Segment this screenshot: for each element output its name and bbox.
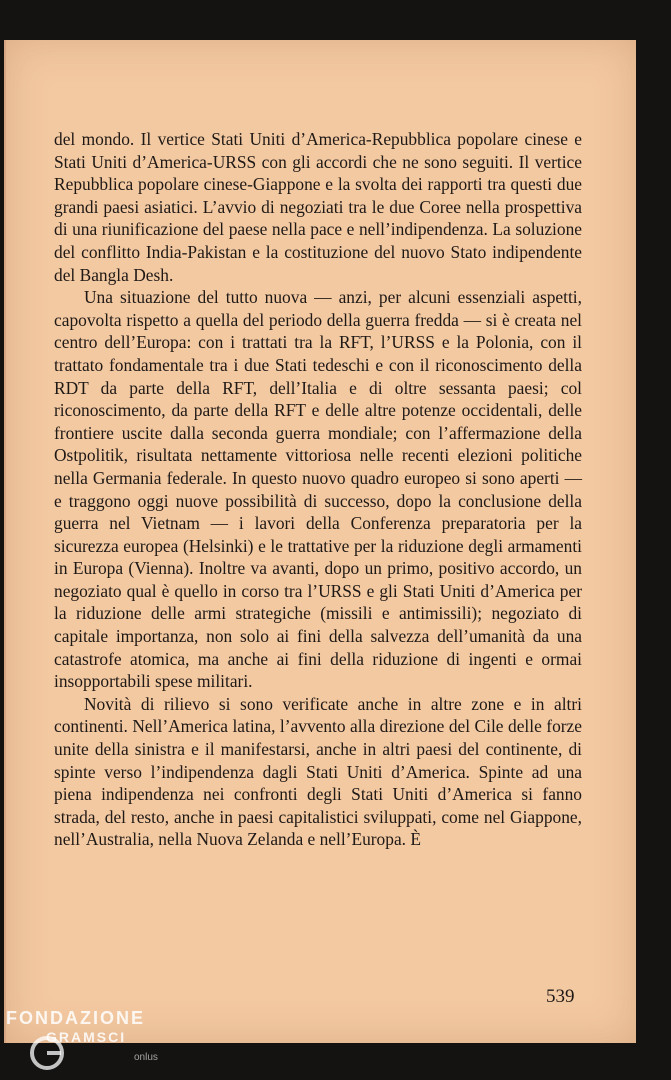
paragraph-3: Novità di rilievo si sono verificate anche in altre zone e in altri continenti. Nell’America latina, l’avvento alla direzione del Cile delle forze unite della sinistra e il manifestarsi, anche in altri paesi del continente, di spinte verso l’indipendenza dagli Stati Uniti d’America. Spinte ad una piena indipendenza nei confronti degli Stati Uniti d’America si fanno strada, del resto, anche in paesi capitalistici sviluppati, come nel Giappone, nell’Australia, nella Nuova Zelanda e nell’Europa. È (54, 693, 582, 850)
page-number: 539 (546, 986, 575, 1007)
paragraph-2: Una situazione del tutto nuova — anzi, per alcuni essenziali aspetti, capovolta rispetto a quella del periodo della guerra fredda — si è creata nel centro dell’Europa: con i trattati tra la RFT, l’URSS e la Polonia, con il trattato fondamentale tra i due Stati tedeschi e con il riconoscimento della RDT da parte della RFT, dell’Italia e di oltre sessanta paesi; col riconoscimento, da parte della RFT e delle altre potenze occidentali, delle frontiere uscite dalla seconda guerra mondiale; con l’affermazione della Ostpolitik, risultata nettamente vittoriosa nelle recenti elezioni politiche nella Germania federale. In questo nuovo quadro europeo si sono aperti — e traggono oggi nuove possibilità di successo, dopo la conclusione della guerra nel Vietnam — i lavori della Conferenza preparatoria per la sicurezza europea (Helsinki) e le trattative per la riduzione degli armamenti in Europa (Vienna). Inoltre va avanti, dopo un primo, positivo accordo, un negoziato qual è quello in corso tra l’URSS e gli Stati Uniti d’America per la riduzione delle armi strategiche (missili e antimissili); negoziato di capitale importanza, non solo ai fini della salvezza dell’umanità da una catastrofe atomica, ma anche ai fini della riduzione di ingenti e ormai insopportabili spese militari. (54, 287, 582, 692)
book-page (4, 40, 636, 1043)
gramsci-logo-icon (28, 1034, 66, 1072)
fondazione-gramsci-watermark (6, 1008, 145, 1046)
paragraph-1: del mondo. Il vertice Stati Uniti d’America-Repubblica popolare cinese e Stati Uniti d’America-URSS con gli accordi che ne sono seguiti. Il vertice Repubblica popolare cinese-Giappone e la svolta dei rapporti tra questi due grandi paesi asiatici. L’avvio di negoziati tra le due Coree nella prospettiva di una riunificazione del paese nella pace e nell’indipendenza. La soluzione del conflitto India-Pakistan e la costituzione del nuovo Stato indipendente del Bangla Desh. (54, 129, 582, 285)
watermark-line-2: GRAMSCI (46, 1029, 127, 1045)
page-body-text (54, 128, 582, 851)
watermark-line-1: FONDAZIONE (6, 1008, 145, 1028)
watermark-onlus: onlus (134, 1052, 158, 1063)
